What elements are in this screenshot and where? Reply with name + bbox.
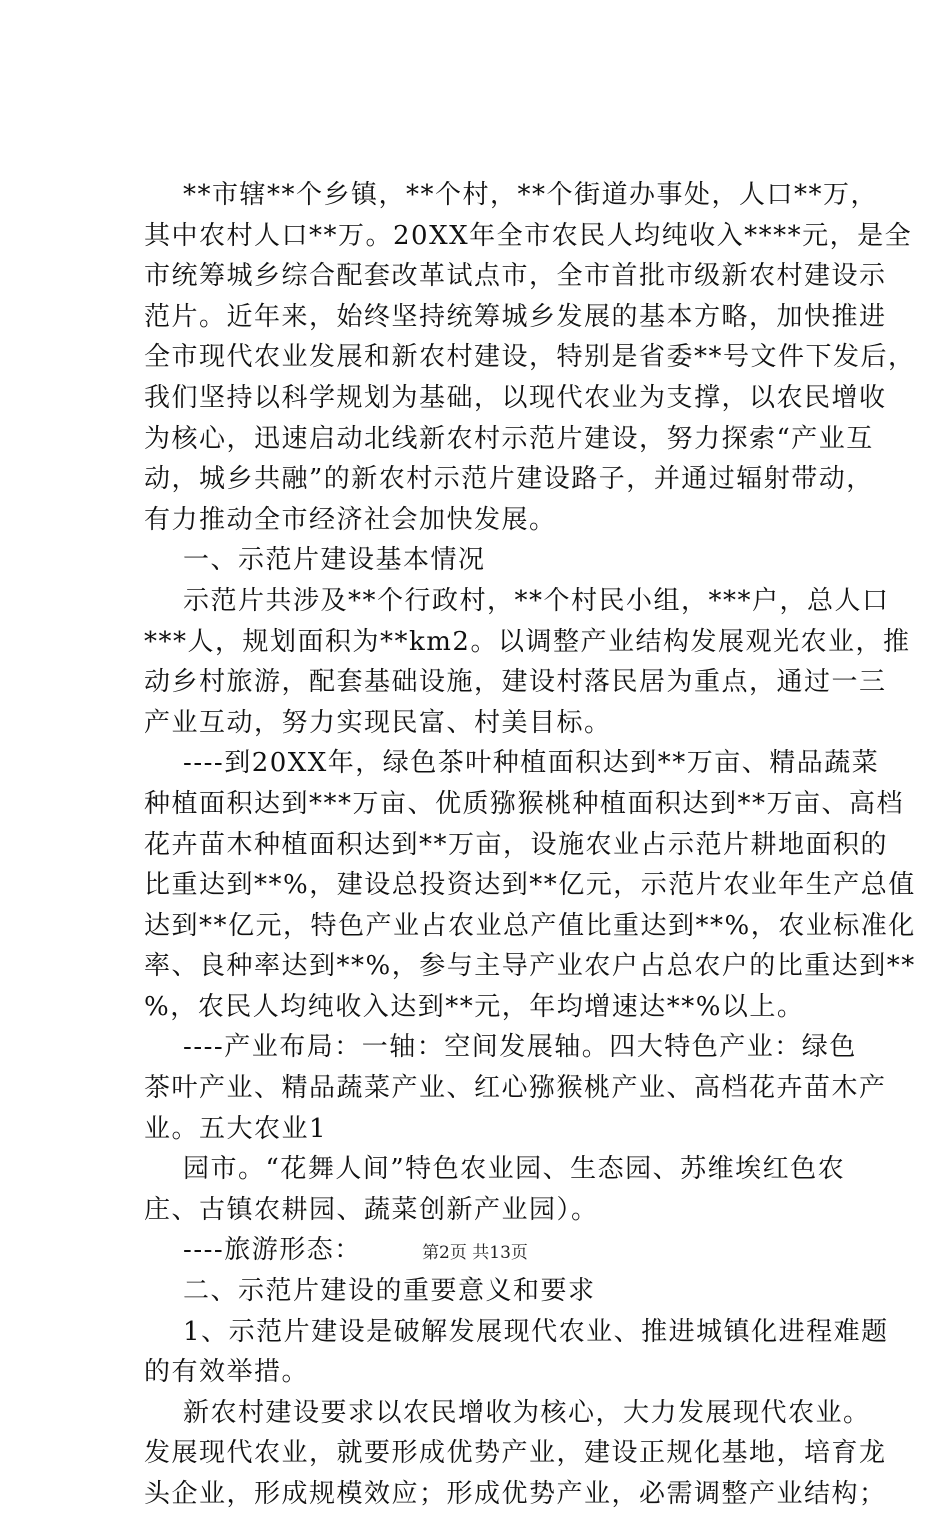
- text-line: 花卉苗木种植面积达到**万亩，设施农业占示范片耕地面积的: [144, 829, 889, 860]
- text-line: ----产业布局：一轴：空间发展轴。四大特色产业：绿色: [144, 1032, 857, 1063]
- text-line: 发展现代农业，就要形成优势产业，建设正规化基地，培育龙: [144, 1438, 887, 1469]
- text-line: 一、示范片建设基本情况: [144, 545, 486, 576]
- text-line: 庄、古镇农耕园、蔬菜创新产业园）。: [144, 1194, 599, 1225]
- text-line: 产业互动，努力实现民富、村美目标。: [144, 707, 612, 738]
- text-line: 业。五大农业1: [144, 1113, 328, 1144]
- text-line: 全市现代农业发展和新农村建设，特别是省委**号文件下发后，: [144, 342, 916, 373]
- text-line: 动乡村旅游，配套基础设施，建设村落民居为重点，通过一三: [144, 667, 887, 698]
- document-body: [144, 175, 916, 1515]
- text-line: 为核心，迅速启动北线新农村示范片建设，努力探索“产业互: [144, 423, 874, 454]
- text-line: 率、良种率达到**%，参与主导产业农户占总农户的比重达到**: [144, 951, 916, 982]
- text-line: 动，城乡共融”的新农村示范片建设路子，并通过辐射带动，: [144, 464, 874, 495]
- text-line: 二、示范片建设的重要意义和要求: [144, 1276, 596, 1307]
- text-line: 示范片共涉及**个行政村，**个村民小组，***户，总人口: [144, 585, 890, 616]
- text-line: 达到**亿元，特色产业占农业总产值比重达到**%，农业标准化: [144, 910, 916, 941]
- text-line: 头企业，形成规模效应；形成优势产业，必需调整产业结构；: [144, 1479, 887, 1509]
- text-line: 市统筹城乡综合配套改革试点市，全市首批市级新农村建设示: [144, 261, 887, 292]
- text-line: ***人，规划面积为**km2。以调整产业结构发展观光农业，推: [144, 626, 911, 657]
- text-line: 有力推动全市经济社会加快发展。: [144, 504, 557, 535]
- text-line: 园市。“花舞人间”特色农业园、生态园、苏维埃红色农: [144, 1154, 846, 1185]
- text-line: 的有效举措。: [144, 1357, 310, 1388]
- text-line: **市辖**个乡镇，**个村，**个街道办事处，人口**万，: [144, 180, 879, 210]
- text-line: 新农村建设要求以农民增收为核心，大力发展现代农业。: [144, 1397, 871, 1428]
- text-line: 范片。近年来，始终坚持统筹城乡发展的基本方略，加快推进: [144, 301, 887, 332]
- text-line: 1、示范片建设是破解发展现代农业、推进城镇化进程难题: [144, 1316, 889, 1347]
- text-line: %，农民人均纯收入达到**元，年均增速达**%以上。: [144, 991, 805, 1022]
- text-line: 茶叶产业、精品蔬菜产业、红心猕猴桃产业、高档花卉苗木产: [144, 1073, 887, 1104]
- text-line: 我们坚持以科学规划为基础，以现代农业为支撑，以农民增收: [144, 382, 887, 413]
- text-line: 种植面积达到***万亩、优质猕猴桃种植面积达到**万亩、高档: [144, 788, 905, 819]
- text-line: ----到20XX年，绿色茶叶种植面积达到**万亩、精品蔬菜: [144, 748, 880, 779]
- text-line: ----旅游形态：: [144, 1235, 362, 1266]
- text-line: 比重达到**%，建设总投资达到**亿元，示范片农业年生产总值: [144, 870, 916, 901]
- page-footer: 第2页 共13页: [422, 1243, 528, 1263]
- text-line: 其中农村人口**万。20XX年全市农民人均纯收入****元，是全: [144, 220, 913, 251]
